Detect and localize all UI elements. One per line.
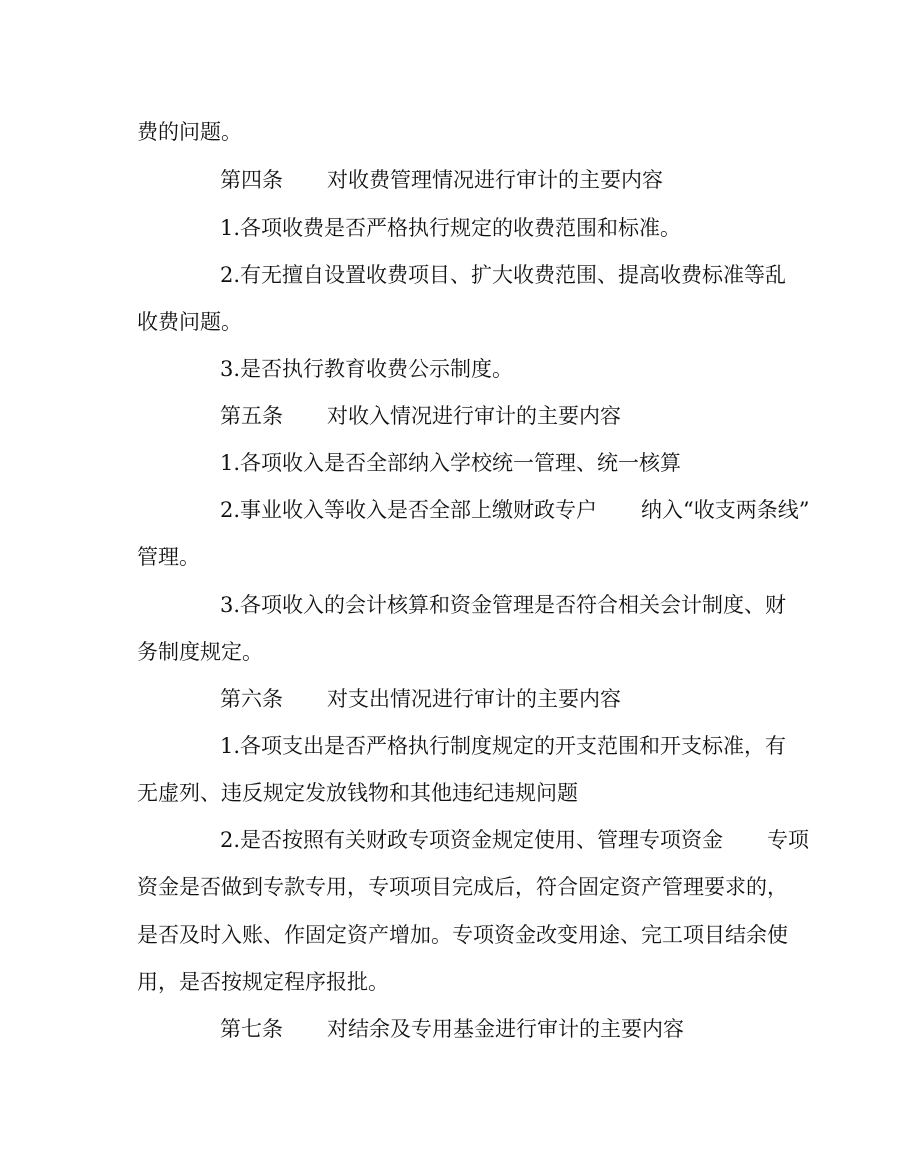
paragraph-line xyxy=(220,826,809,854)
article-number: 第五条 xyxy=(220,404,283,428)
paragraph-line: 3.各项收入的会计核算和资金管理是否符合相关会计制度、财 xyxy=(220,593,787,617)
article-heading xyxy=(220,1015,684,1043)
paragraph-line: 管理。 xyxy=(137,545,200,569)
paragraph-line: 费的问题。 xyxy=(137,120,242,144)
article-title: 对收入情况进行审计的主要内容 xyxy=(327,404,621,428)
paragraph-line: 3.是否执行教育收费公示制度。 xyxy=(220,357,514,381)
paragraph-line: 资金是否做到专款专用，专项项目完成后，符合固定资产管理要求的， xyxy=(137,875,788,899)
article-title: 对收费管理情况进行审计的主要内容 xyxy=(327,168,663,192)
paragraph-line: 1.各项支出是否严格执行制度规定的开支范围和开支标准，有 xyxy=(220,734,787,758)
paragraph-line: 2.有无擅自设置收费项目、扩大收费范围、提高收费标准等乱 xyxy=(220,263,787,287)
article-heading xyxy=(220,166,663,194)
paragraph-line: 1.各项收入是否全部纳入学校统一管理、统一核算 xyxy=(220,451,682,475)
article-title: 对结余及专用基金进行审计的主要内容 xyxy=(327,1017,684,1041)
article-number: 第四条 xyxy=(220,168,283,192)
article-heading xyxy=(220,402,621,430)
article-title: 对支出情况进行审计的主要内容 xyxy=(327,687,621,711)
article-heading xyxy=(220,685,621,713)
paragraph-segment: 纳入“收支两条线” xyxy=(641,498,810,522)
article-number: 第七条 xyxy=(220,1017,283,1041)
paragraph-segment: 2.事业收入等收入是否全部上缴财政专户 xyxy=(220,498,598,522)
paragraph-line: 无虚列、违反规定发放钱物和其他违纪违规问题 xyxy=(137,781,578,805)
paragraph-line: 1.各项收费是否严格执行规定的收费范围和标准。 xyxy=(220,216,682,240)
paragraph-line: 收费问题。 xyxy=(137,310,242,334)
paragraph-segment: 2.是否按照有关财政专项资金规定使用、管理专项资金 xyxy=(220,828,724,852)
paragraph-line: 是否及时入账、作固定资产增加。专项资金改变用途、完工项目结余使 xyxy=(137,923,788,947)
paragraph-line xyxy=(220,496,810,524)
paragraph-line: 务制度规定。 xyxy=(137,640,263,664)
paragraph-line: 用，是否按规定程序报批。 xyxy=(137,970,389,994)
paragraph-segment: 专项 xyxy=(767,828,810,852)
article-number: 第六条 xyxy=(220,687,283,711)
